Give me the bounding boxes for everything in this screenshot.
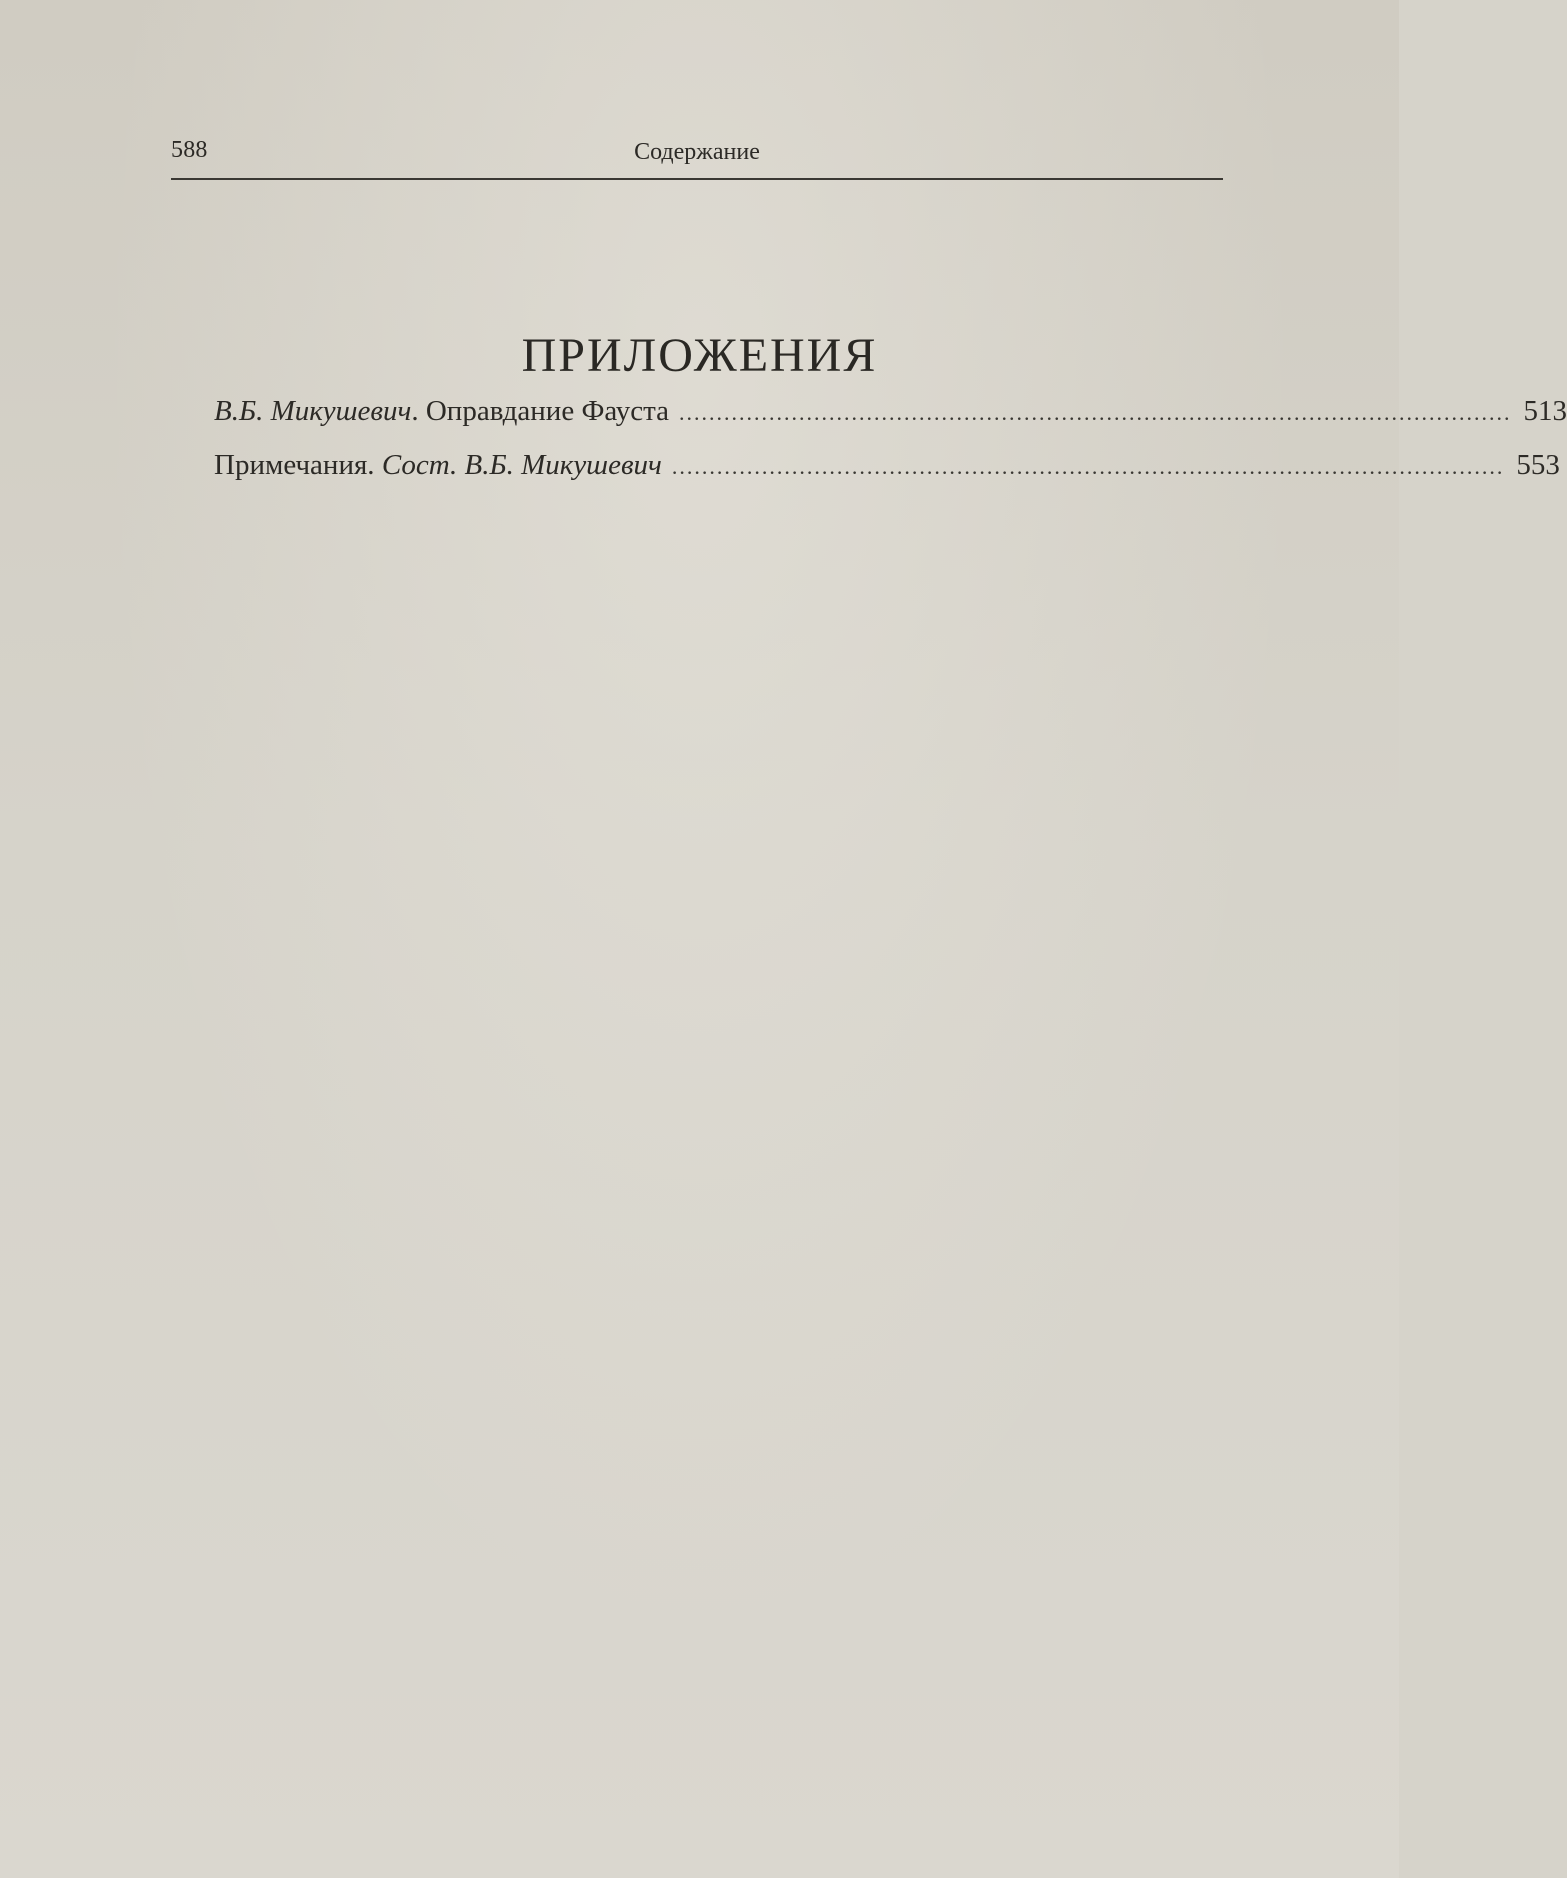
toc-entry-title: Оправдание Фауста [425, 395, 670, 427]
running-title: Содержание [634, 139, 760, 165]
dot-leader: ............................................................................................................... [679, 400, 1512, 425]
toc-entry-author: В.Б. Микушевич [214, 395, 412, 427]
toc-entry-text [214, 438, 662, 492]
toc-entry-text [214, 384, 669, 438]
toc-entry-title: Примечания. [214, 449, 375, 481]
toc-entry-page: 513 [1523, 395, 1567, 427]
toc-entry [214, 438, 1560, 492]
toc-entry-separator: . [411, 395, 426, 427]
toc-entry-compiler: Сост. В.Б. Микушевич [381, 449, 662, 481]
dot-leader: ............................................................................................................... [671, 454, 1505, 479]
toc-entry-page: 553 [1516, 449, 1560, 481]
toc-entry [214, 384, 1567, 438]
page-number: 588 [171, 137, 208, 163]
table-of-contents [214, 384, 1567, 492]
running-head [171, 134, 1223, 180]
section-title: ПРИЛОЖЕНИЯ [521, 329, 878, 383]
